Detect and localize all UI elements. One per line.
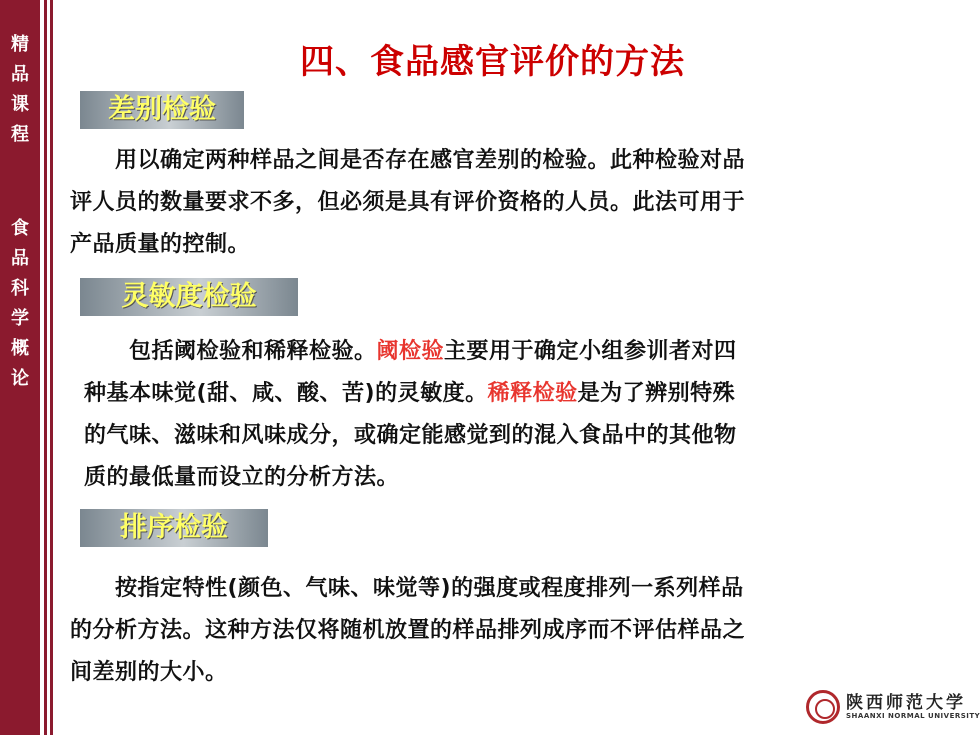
section-body-ranking-test — [70, 568, 950, 694]
body-line: 包括阈检验和稀释检验。 — [84, 339, 377, 364]
section-heading-ranking-test: 排序检验 — [80, 509, 268, 547]
sidebar-divider — [44, 0, 47, 735]
highlight-term: 阈检验 — [376, 339, 445, 364]
section-heading-difference-test: 差别检验 — [80, 91, 244, 129]
university-name-en: SHAANXI NORMAL UNIVERSITY — [846, 712, 980, 720]
sidebar-char: 精 — [11, 34, 29, 55]
sidebar-char: 程 — [11, 124, 29, 145]
sidebar-subject-label — [0, 214, 40, 394]
body-line: 种基本味觉(甜、咸、酸、苦)的灵敏度。 — [84, 381, 488, 406]
sidebar-char: 科 — [11, 278, 29, 299]
slide-title: 四、食品感官评价的方法 — [300, 42, 685, 82]
body-line: 的气味、滋味和风味成分，或确定能感觉到的混入食品中的其他物 — [84, 423, 737, 448]
body-line: 的分析方法。这种方法仅将随机放置的样品排列成序而不评估样品之 — [70, 618, 746, 643]
university-logo — [806, 688, 980, 728]
body-line: 按指定特性(颜色、气味、味觉等)的强度或程度排列一系列样品 — [70, 576, 744, 601]
section-body-difference-test — [70, 140, 950, 266]
body-line: 主要用于确定小组参训者对四 — [444, 339, 737, 364]
body-line: 是为了辨别特殊 — [577, 381, 736, 406]
sidebar-char: 学 — [11, 308, 29, 329]
body-line: 质的最低量而设立的分析方法。 — [84, 465, 400, 490]
university-name: 陕西师范大学 — [846, 693, 966, 713]
highlight-term: 稀释检验 — [487, 381, 578, 406]
body-line: 评人员的数量要求不多，但必须是具有评价资格的人员。此法可用于 — [70, 190, 746, 215]
sidebar-divider — [50, 0, 53, 735]
sidebar-char: 课 — [11, 94, 29, 115]
sidebar-char: 概 — [11, 338, 29, 359]
sidebar-char: 食 — [11, 218, 29, 239]
body-line: 产品质量的控制。 — [70, 232, 251, 257]
university-seal-icon — [806, 690, 840, 724]
body-line: 用以确定两种样品之间是否存在感官差别的检验。此种检验对品 — [70, 148, 746, 173]
sidebar-char: 论 — [11, 368, 29, 389]
sidebar-char: 品 — [11, 64, 29, 85]
sidebar-course-label — [0, 30, 40, 150]
section-heading-sensitivity-test: 灵敏度检验 — [80, 278, 298, 316]
section-body-sensitivity-test — [84, 331, 950, 499]
sidebar-char: 品 — [11, 248, 29, 269]
sidebar-band — [0, 0, 40, 735]
body-line: 间差别的大小。 — [70, 660, 228, 685]
seal-inner-ring — [815, 699, 835, 719]
